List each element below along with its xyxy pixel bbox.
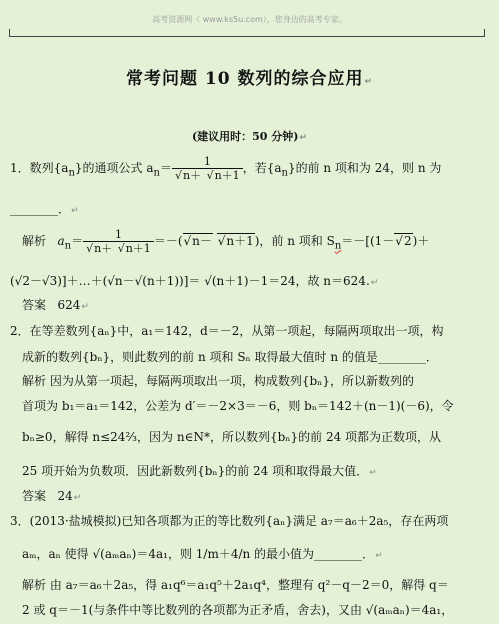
sqrt-term: √ n＋1 (217, 233, 255, 248)
solution-text: (√2－√3)]＋…＋(√n－√(n＋1))]＝ √(n＋1)－1＝24，故 n＝624. (10, 274, 370, 288)
sqrt-term: √ n＋1 (206, 168, 241, 182)
page-subtitle (0, 128, 499, 144)
solution-text: ＝－[(1－ (341, 234, 395, 248)
problem-2-text: 2．在等差数列{aₙ}中，a₁＝142，d＝－2，从第一项起，每隔两项取出一项，构 (10, 324, 444, 338)
solution-label: 解析 (22, 234, 47, 248)
subtitle-text: (建议用时：50 分钟) (191, 130, 299, 143)
sqrt-term: √ 2 (394, 233, 412, 248)
return-mark: ↵ (71, 206, 79, 216)
problem-1-sub: n (153, 167, 160, 179)
problem-1-blank: ________． (10, 202, 71, 216)
problem-1-sub: n (281, 167, 288, 179)
problem-1-text-e: }的前 n 项和为 24，则 n 为 (287, 161, 442, 175)
problem-3-text: 3．(2013·盐城模拟)已知各项都为正的等比数列{aₙ}满足 a₇＝a₆＋2a₅，存在两项 (10, 514, 449, 528)
solution-term: a (57, 234, 65, 248)
sqrt-term: √ n＋1 (117, 241, 152, 255)
sqrt-term: √ n－ (183, 233, 213, 248)
solution-text: 解析 由 a₇＝a₆＋2a₅，得 a₁q⁶＝a₁q⁵＋2a₁q⁴，整理有 q²－q－2＝0，解得 q＝ (22, 578, 449, 592)
return-mark: ↵ (299, 133, 308, 143)
answer-value: 24 (57, 489, 73, 503)
problem-2-solution-line-2 (22, 397, 490, 415)
page-title (0, 64, 499, 89)
answer-value: 624 (57, 298, 81, 312)
problem-1-question-line-2 (10, 200, 490, 220)
answer-label: 答案 (22, 489, 47, 503)
solution-text: ＝ (71, 234, 84, 248)
return-mark: ↵ (375, 551, 383, 561)
return-mark: ↵ (369, 468, 377, 478)
solution-text: ＝－( (153, 234, 183, 248)
return-mark: ↵ (81, 302, 89, 312)
sqrt-term: √ n＋ (85, 241, 113, 255)
solution-text: 首项为 b₁＝a₁＝142，公差为 d′＝－2×3＝－6，则 bₙ＝142＋(n－1)(－6)，令 (22, 399, 454, 413)
problem-1-answer (22, 296, 490, 316)
page-header: 高考资源网（ www.ks5u.com），您身边的高考专家。 (152, 15, 347, 24)
solution-text: )＋ (412, 234, 430, 248)
problem-2-text: 成新的数列{bₙ}，则此数列的前 n 项和 Sₙ 取得最大值时 n 的值是________． (22, 350, 438, 364)
solution-sub: n (64, 240, 72, 252)
answer-label: 答案 (22, 298, 47, 312)
problem-2-question-line-2 (22, 348, 490, 366)
solution-text: )，前 n 项和 S (254, 234, 335, 248)
problem-3-question-line-1 (10, 512, 490, 530)
solution-text: 25 项开始为负数项．因此新数列{bₙ}的前 24 项和取得最大值． (22, 464, 369, 478)
title-text: 常考问题 10 数列的综合应用 (125, 69, 364, 89)
problem-1-text-c: ＝ (159, 161, 172, 175)
problem-1-solution-line-1 (22, 228, 490, 255)
problem-3-text: aₘ，aₙ 使得 √(aₘaₙ)＝4a₁，则 1/m＋4/n 的最小值为________． (22, 547, 375, 561)
problem-2-solution-line-4 (22, 462, 490, 482)
problem-2-solution-line-3 (22, 428, 490, 446)
return-mark: ↵ (370, 278, 379, 288)
sqrt-term: √ n＋ (174, 168, 202, 182)
fraction-denominator (172, 169, 243, 182)
solution-sub: n (334, 240, 342, 252)
solution-text: 解析 因为从第一项起，每隔两项取出一项，构成数列{bₙ}，所以新数列的 (22, 374, 414, 388)
problem-1-solution-line-2 (10, 272, 490, 292)
fraction-numerator: 1 (172, 155, 243, 169)
problem-1-text-d: ，若{a (242, 161, 282, 175)
return-mark: ↵ (73, 493, 82, 503)
fraction-denominator (83, 242, 154, 255)
problem-2-answer (22, 487, 490, 507)
problem-1-fraction (172, 155, 243, 182)
fraction-numerator: 1 (83, 228, 154, 242)
problem-1-question-line-1 (10, 155, 490, 182)
solution-fraction (83, 228, 154, 255)
problem-3-question-line-2 (22, 545, 490, 565)
problem-1-text-a: 1．数列{a (10, 161, 69, 175)
header-divider (9, 36, 485, 37)
problem-3-solution-line-1 (22, 576, 490, 594)
solution-text: bₙ≥0，解得 n≤24⅔，因为 n∈N*，所以数列{bₙ}的前 24 项都为正数项，从 (22, 430, 442, 444)
problem-3-solution-line-2 (22, 601, 490, 619)
problem-1-sub: n (68, 167, 75, 179)
solution-text: 2 或 q＝－1(与条件中等比数列的各项都为正矛盾，舍去)，又由 √(aₘaₙ)＝4a₁， (22, 603, 454, 617)
problem-2-solution-line-1 (22, 372, 490, 390)
problem-2-question-line-1 (10, 322, 490, 340)
problem-1-text-b: }的通项公式 a (74, 161, 154, 175)
return-mark: ↵ (364, 77, 374, 87)
